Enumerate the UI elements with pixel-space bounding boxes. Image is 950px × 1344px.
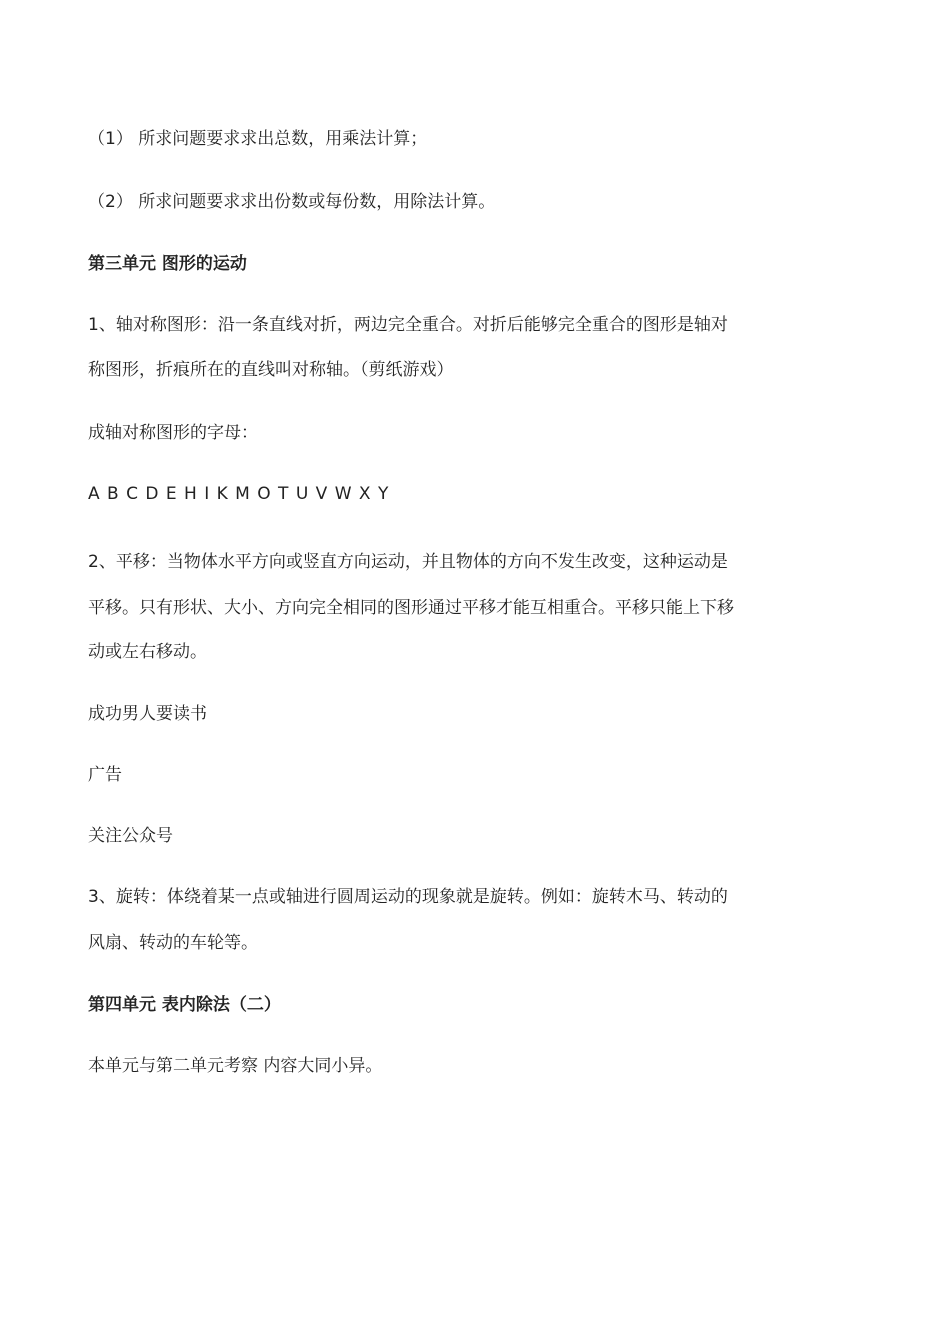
rule-division: （2） 所求问题要求求出份数或每份数，用除法计算。: [88, 192, 496, 212]
ad-text-book: 成功男人要读书: [88, 704, 207, 724]
section-heading-unit-3: 第三单元 图形的运动: [88, 254, 247, 274]
paragraph-translation-line-1: 2、平移：当物体水平方向或竖直方向运动，并且物体的方向不发生改变，这种运动是: [88, 552, 728, 572]
paragraph-translation-line-3: 动或左右移动。: [88, 642, 207, 662]
paragraph-axis-symmetry-line-2: 称图形，折痕所在的直线叫对称轴。（剪纸游戏）: [88, 360, 454, 380]
paragraph-axis-symmetry-line-1: 1、轴对称图形：沿一条直线对折，两边完全重合。对折后能够完全重合的图形是轴对: [88, 315, 728, 335]
paragraph-rotation-line-2: 风扇、转动的车轮等。: [88, 933, 258, 953]
symmetric-letters-list: A B C D E H I K M O T U V W X Y: [88, 484, 390, 504]
rule-multiplication: （1） 所求问题要求求出总数，用乘法计算；: [88, 129, 428, 149]
paragraph-unit-4-note: 本单元与第二单元考察 内容大同小异。: [88, 1056, 383, 1076]
paragraph-rotation-line-1: 3、旋转：体绕着某一点或轴进行圆周运动的现象就是旋转。例如：旋转木马、转动的: [88, 887, 728, 907]
section-heading-unit-4: 第四单元 表内除法（二）: [88, 995, 281, 1015]
symmetric-letters-label: 成轴对称图形的字母：: [88, 423, 258, 443]
follow-account-text: 关注公众号: [88, 826, 173, 846]
ad-label: 广告: [88, 765, 122, 785]
paragraph-translation-line-2: 平移。只有形状、大小、方向完全相同的图形通过平移才能互相重合。平移只能上下移: [88, 598, 734, 618]
